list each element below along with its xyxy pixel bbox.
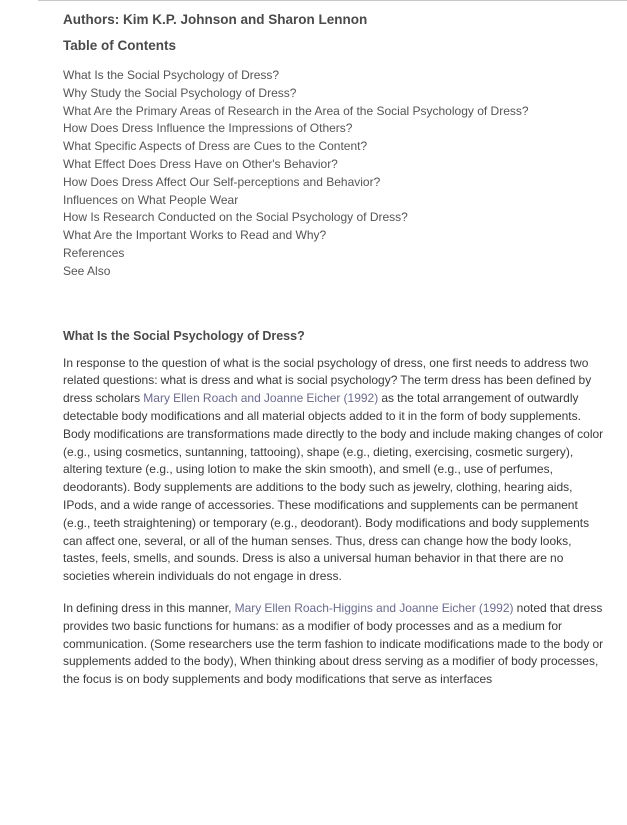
paragraph-text: as the total arrangement of outwardly detectable body modifications and all material objects added to it in the form of body supplements. Body modifications are transformations made directly to the body and include making changes of color (e.g., using cosmetics, suntanning, tattooing), shape (e.g., dieting, exercising, cosmetic surgery), altering texture (e.g., using lotion to make the skin smooth), and smell (e.g., use of perfumes, deodorants). Body supplements are additions to the body such as jewelry, clothing, hearing aids, IPods, and a wide range of accessories. These modifications and supplements can be permanent (e.g., teeth straightening) or temporary (e.g., deodorant). Body modifications and body supplements can affect one, several, or all of the human senses. Thus, dress can change how the body looks, tastes, feels, smells, and sounds. Dress is also a universal human behavior in that there are no societies wherein individuals do not engage in dress.: [63, 391, 604, 584]
top-divider: [38, 0, 627, 1]
toc-link-references[interactable]: References: [63, 245, 125, 260]
toc-link-influences[interactable]: Influences on What People Wear: [63, 192, 239, 207]
toc-heading: Table of Contents: [63, 38, 176, 53]
article-page: [63, 11, 608, 703]
paragraph-text: In defining dress in this manner,: [63, 600, 235, 615]
authors-line: Authors: Kim K.P. Johnson and Sharon Lennon: [63, 12, 368, 27]
toc-link-see-also[interactable]: See Also: [63, 263, 111, 278]
toc-link-impressions[interactable]: How Does Dress Influence the Impressions of Others?: [63, 121, 353, 136]
toc-link-self-perceptions[interactable]: How Does Dress Affect Our Self-perceptions and Behavior?: [63, 174, 381, 189]
toc-link-others-behavior[interactable]: What Effect Does Dress Have on Other's Behavior?: [63, 156, 338, 171]
body-paragraph-2: [63, 600, 608, 689]
section-heading: What Is the Social Psychology of Dress?: [63, 328, 305, 343]
table-of-contents: [63, 67, 608, 281]
citation-link[interactable]: Mary Ellen Roach-Higgins and Joanne Eicher (1992): [234, 600, 514, 615]
toc-link-important-works[interactable]: What Are the Important Works to Read and Why?: [63, 228, 327, 243]
toc-link-research-areas[interactable]: What Are the Primary Areas of Research in the Area of the Social Psychology of Dress?: [63, 103, 529, 118]
paragraph-text: In response to the question of what is the social psychology of dress, one first needs to address two related questions: what is dress and what is social psychology? The term dress has been defined by dress scholars: [63, 355, 592, 406]
toc-link-why-study[interactable]: Why Study the Social Psychology of Dress?: [63, 85, 297, 100]
toc-link-what-is[interactable]: What Is the Social Psychology of Dress?: [63, 68, 280, 82]
citation-link[interactable]: Mary Ellen Roach and Joanne Eicher (1992): [143, 391, 379, 406]
toc-link-cues[interactable]: What Specific Aspects of Dress are Cues to the Content?: [63, 139, 368, 154]
paragraph-text: noted that dress provides two basic functions for humans: as a modifier of body processes and as a medium for communication. (Some researchers use the term fashion to indicate modifications made to the body or supplements added to the body), When thinking about dress serving as a modifier of body processes, the focus is on body supplements and body modifications that serve as interfaces: [63, 600, 604, 687]
body-paragraph-1: [63, 355, 608, 586]
toc-link-research-conducted[interactable]: How Is Research Conducted on the Social Psychology of Dress?: [63, 210, 408, 225]
